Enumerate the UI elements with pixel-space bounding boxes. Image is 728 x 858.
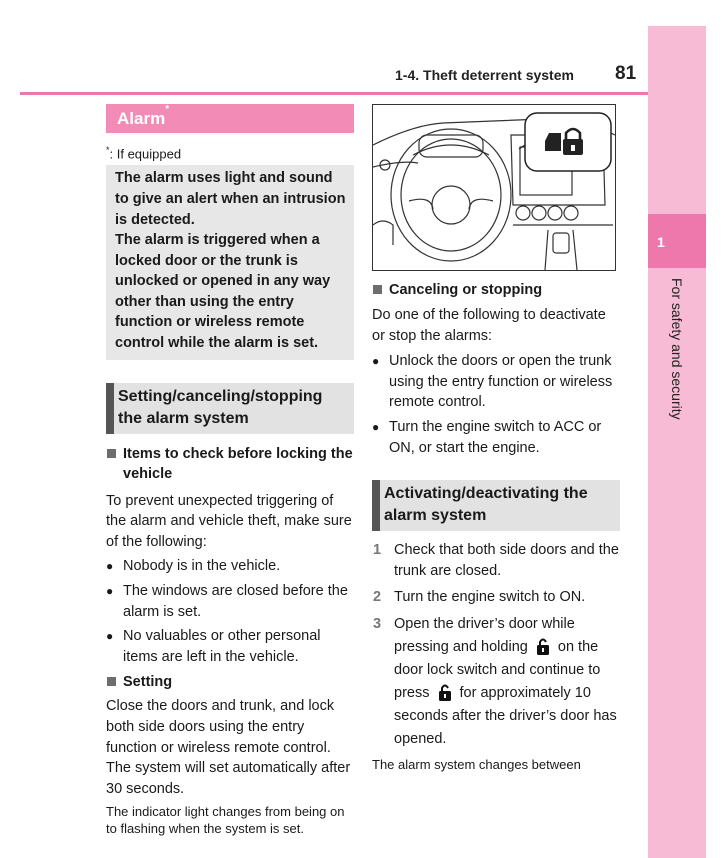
summary-box — [106, 165, 354, 359]
step-text: Turn the engine switch to ON. — [394, 589, 586, 606]
activating-section-heading: Activating/deactivating the alarm system — [372, 480, 620, 531]
step-number: 3 — [373, 616, 382, 633]
dashboard-drawing — [373, 105, 615, 270]
step-item — [372, 540, 620, 582]
summary-text-1: The alarm uses light and sound to give an alert when an intrusion is detected. — [115, 170, 346, 228]
activation-steps — [372, 540, 620, 751]
footnote-mark: * — [106, 145, 110, 155]
check-list — [106, 556, 354, 667]
step-item — [372, 613, 620, 751]
list-item: ● No valuables or other personal items are left in the vehicle. — [106, 626, 354, 667]
list-item: ● The windows are closed before the alarm is set. — [106, 581, 354, 622]
side-tab-strip — [648, 26, 706, 858]
header-section-title: 1-4. Theft deterrent system — [395, 67, 574, 83]
list-item: ● Nobody is in the vehicle. — [106, 556, 354, 577]
page-number: 81 — [615, 63, 637, 84]
chapter-number: 1 — [657, 234, 665, 250]
step-number: 2 — [373, 589, 382, 606]
list-item: ● Turn the engine switch to ACC or ON, or start the engine. — [372, 417, 620, 458]
canceling-list — [372, 351, 620, 458]
step-text-c: for approximately 10 seconds after the driver’s door has opened. — [394, 685, 617, 748]
chapter-title: For safety and security — [669, 278, 685, 420]
header-rule — [20, 92, 648, 95]
step-text-a: Open the driver’s door while pressing and holding — [394, 616, 575, 656]
check-heading: Items to check before locking the vehicle — [106, 444, 354, 484]
footnote-text: : If equipped — [109, 146, 182, 162]
step-text: Check that both side doors and the trunk are closed. — [394, 542, 619, 580]
unlock-icon — [438, 683, 452, 701]
setting-heading: Setting — [106, 672, 354, 692]
left-column — [106, 104, 354, 837]
trailing-text: The alarm system changes between — [372, 757, 581, 773]
setting-text: Close the doors and trunk, and lock both side doors using the entry function or wireless remote control. The system will set automatically after 30 seconds. — [106, 698, 351, 797]
setting-section-heading: Setting/canceling/stopping the alarm system — [106, 383, 354, 434]
unlock-icon — [536, 637, 550, 655]
lock-switch-callout — [519, 113, 611, 171]
right-column — [372, 104, 620, 773]
step-text-b: on the door lock switch and continue to press — [394, 639, 601, 702]
list-item: ● Unlock the doors or open the trunk using the entry function or wireless remote control. — [372, 351, 620, 413]
summary-text-2: The alarm is triggered when a locked door or the trunk is unlocked or opened in any way other than using the entry function or wireless remote control while the alarm is set. — [115, 232, 331, 352]
step-item — [372, 587, 620, 608]
step-number: 1 — [373, 542, 382, 559]
indicator-note: The indicator light changes from being on to flashing when the system is set. — [106, 804, 345, 837]
footnote — [106, 145, 354, 161]
alarm-title-mark: * — [165, 104, 170, 115]
alarm-title-bar — [106, 104, 354, 133]
canceling-intro: Do one of the following to deactivate or stop the alarms: — [372, 307, 606, 344]
check-intro: To prevent unexpected triggering of the alarm and vehicle theft, make sure of the following: — [106, 492, 352, 550]
alarm-title: Alarm — [117, 109, 166, 128]
dashboard-illustration — [372, 104, 616, 271]
canceling-heading: Canceling or stopping — [372, 280, 620, 300]
